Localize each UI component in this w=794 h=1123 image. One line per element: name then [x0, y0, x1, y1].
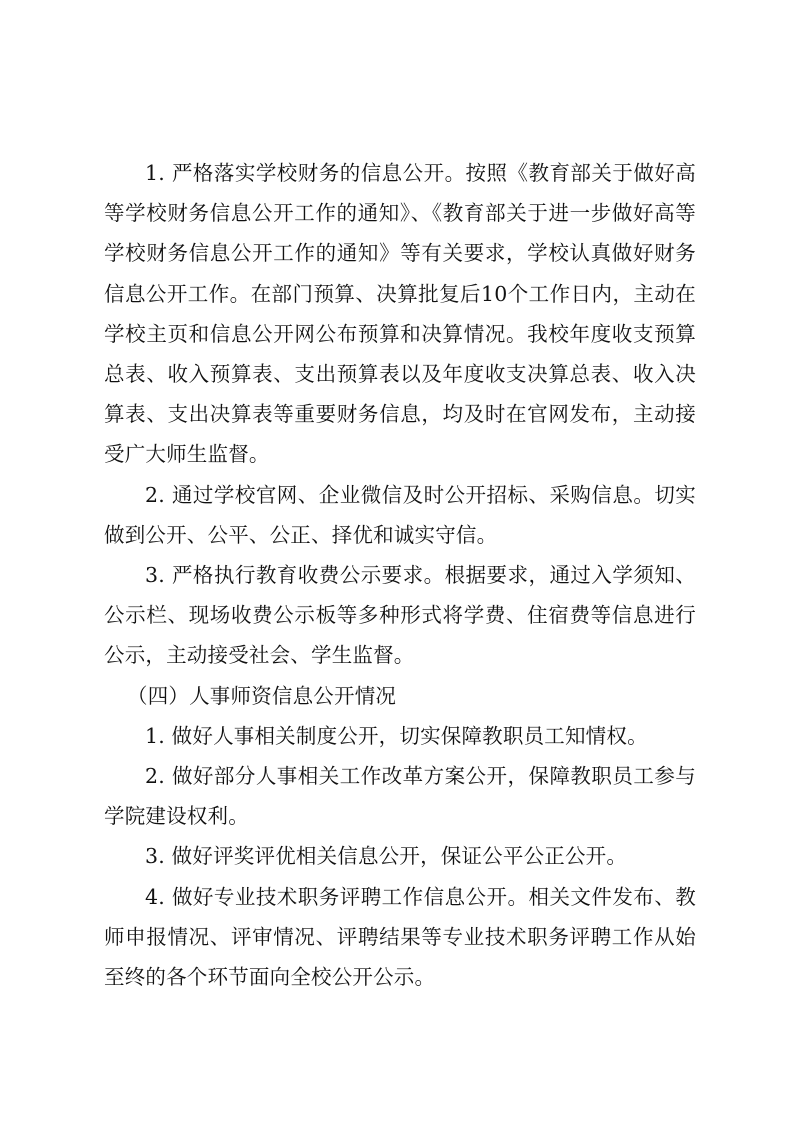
document-body	[104, 153, 696, 997]
paragraph-reform-plan: 2. 做好部分人事相关工作改革方案公开，保障教职员工参与学院建设权利。	[104, 764, 696, 829]
paragraph-fee-disclosure: 3. 严格执行教育收费公示要求。根据要求，通过入学须知、公示栏、现场收费公示板等多种形式将学费、住宿费等信息进行公示，主动接受社会、学生监督。	[104, 563, 696, 668]
paragraph-personnel-policy: 1. 做好人事相关制度公开，切实保障教职员工知情权。	[145, 723, 648, 748]
paragraph-finance-disclosure: 1. 严格落实学校财务的信息公开。按照《教育部关于做好高等学校财务信息公开工作的通知》、《教育部关于进一步做好高等学校财务信息公开工作的通知》等有关要求，学校认真做好财务信息公开工作。在部门预算、决算批复后10个工作日内，主动在学校主页和信息公开网公布预算和决算情况。我校年度收支预算总表、收入预算表、支出预算表以及年度收支决算总表、收入决算表、支出决算表等重要财务信息，均及时在官网发布，主动接受广大师生监督。	[104, 161, 696, 467]
paragraph-awards-disclosure: 3. 做好评奖评优相关信息公开，保证公平公正公开。	[145, 844, 628, 869]
paragraph-title-evaluation: 4. 做好专业技术职务评聘工作信息公开。相关文件发布、教师申报情况、评审情况、评聘结果等专业技术职务评聘工作从始至终的各个环节面向全校公开公示。	[104, 884, 696, 990]
paragraph-procurement-disclosure: 2. 通过学校官网、企业微信及时公开招标、采购信息。切实做到公开、公平、公正、择优和诚实守信。	[104, 482, 696, 547]
section-heading-personnel: （四）人事师资信息公开情况	[127, 683, 397, 708]
